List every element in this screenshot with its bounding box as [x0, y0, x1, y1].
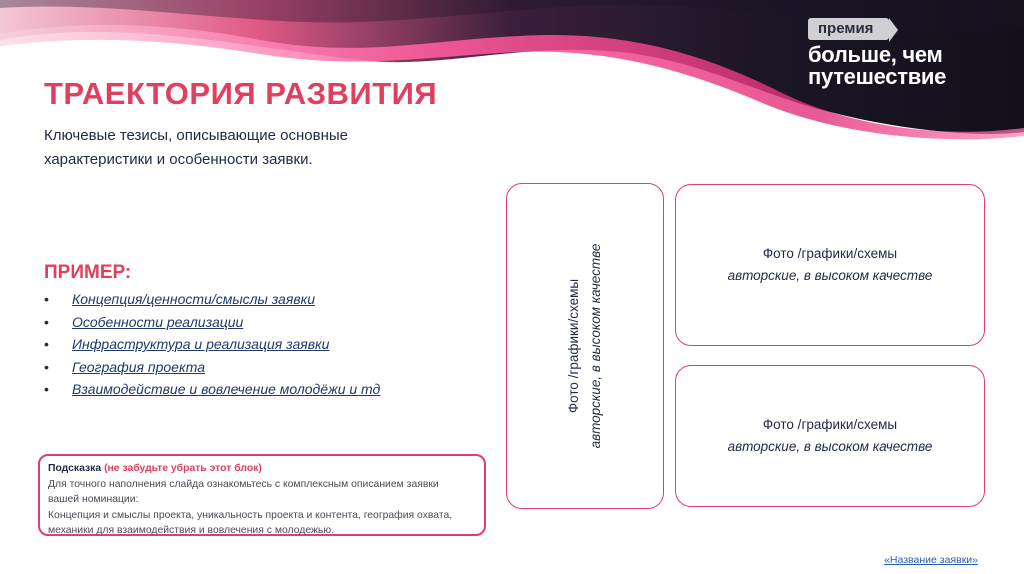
hint-line-2: вашей номинации:: [48, 494, 139, 505]
placeholder-text: [676, 185, 984, 345]
list-item: [44, 311, 380, 334]
hint-line-3: Концепция и смыслы проекта, уникальность проекта и контента, география охвата,: [48, 509, 453, 521]
placeholder-line-1: Фото /графики/схемы: [762, 417, 898, 432]
image-placeholder-vertical: [506, 183, 664, 509]
placeholder-line-1: Фото /графики/схемы: [566, 278, 581, 414]
list-item-text: Взаимодействие и вовлечение молодёжи и тд: [72, 381, 381, 397]
page-subtitle: [44, 124, 464, 172]
application-name-link[interactable]: «Название заявки»: [884, 554, 978, 566]
hint-line-4: механики для взаимодействия и вовлечения с молодежью.: [48, 525, 335, 536]
subtitle-line-1: Ключевые тезисы, описывающие основные: [44, 127, 349, 144]
placeholder-line-1: Фото /графики/схемы: [762, 246, 898, 261]
example-heading: ПРИМЕР:: [44, 262, 132, 283]
hint-box: [38, 454, 486, 536]
placeholder-line-2: авторские, в высоком качестве: [727, 439, 933, 454]
placeholder-line-2: авторские, в высоком качестве: [588, 243, 603, 449]
image-placeholder-top: [675, 184, 985, 346]
bullet: •: [44, 336, 49, 352]
brand-line-2: путешествие: [808, 64, 947, 89]
list-item-text: Особенности реализации: [72, 313, 244, 330]
example-list: [44, 288, 380, 401]
list-item: [44, 288, 380, 311]
bullet: •: [44, 381, 49, 397]
list-item: [44, 378, 380, 401]
hint-warning: (не забудьте убрать этот блок): [104, 463, 262, 474]
hint-line-1: Для точного наполнения слайда ознакомьтесь с комплексным описанием заявки: [48, 478, 439, 490]
bullet: •: [44, 358, 49, 375]
brand-logo: [808, 18, 1008, 88]
hint-title: Подсказка: [48, 463, 102, 474]
list-item-text: Концепция/ценности/смыслы заявки: [72, 291, 316, 307]
list-item: [44, 356, 380, 379]
bullet: •: [44, 291, 49, 307]
page-title: ТРАЕКТОРИЯ РАЗВИТИЯ: [44, 76, 438, 111]
subtitle-line-2: характеристики и особенности заявки.: [44, 151, 313, 168]
bullet: •: [44, 313, 49, 330]
list-item-text: Инфраструктура и реализация заявки: [72, 336, 330, 352]
list-item-text: География проекта: [72, 358, 206, 375]
placeholder-text: [676, 366, 984, 506]
image-placeholder-bottom: [675, 365, 985, 507]
placeholder-text: [563, 196, 607, 496]
hint-heading: [48, 461, 476, 477]
list-item: [44, 333, 380, 356]
brand-badge: премия: [808, 18, 889, 40]
placeholder-line-2: авторские, в высоком качестве: [727, 268, 933, 283]
brand-line-1: больше, чем: [808, 42, 943, 67]
